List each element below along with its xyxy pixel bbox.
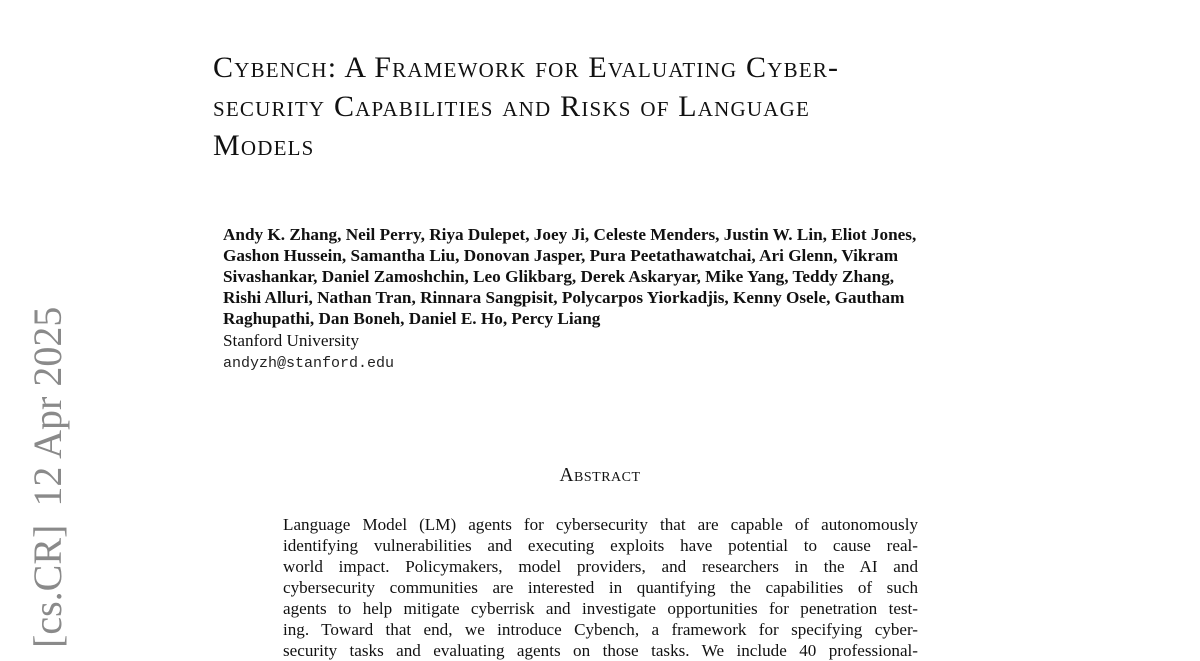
abstract-line: identifying vulnerabilities and executing exploits have potential to cause real- (283, 536, 918, 555)
author-email: andyzh@stanford.edu (223, 355, 395, 372)
author-list (223, 224, 1023, 329)
abstract-line: world impact. Policymakers, model providers, and researchers in the AI and (283, 557, 918, 576)
title-line: Cybench: A Framework for Evaluating Cyber- (213, 51, 840, 84)
arxiv-date: 12 Apr 2025 (25, 306, 70, 507)
abstract-line: cybersecurity communities are interested in quantifying the capabilities of such (283, 578, 918, 597)
author-line: Gashon Hussein, Samantha Liu, Donovan Jasper, Pura Peetathawatchai, Ari Glenn, Vikram (223, 246, 899, 265)
affiliation: Stanford University (223, 331, 360, 350)
abstract-line: security tasks and evaluating agents on those tasks. We include 40 professional- (283, 641, 918, 660)
abstract-line: ing. Toward that end, we introduce Cybench, a framework for specifying cyber- (283, 620, 918, 639)
abstract-heading: Abstract (559, 465, 641, 486)
title-line: Models (213, 129, 315, 162)
abstract-line: agents to help mitigate cyberrisk and investigate opportunities for penetration test- (283, 599, 918, 618)
arxiv-category: [cs.CR] (25, 524, 70, 648)
author-line: Raghupathi, Dan Boneh, Daniel E. Ho, Percy Liang (223, 309, 601, 328)
abstract-body (283, 514, 918, 660)
author-line: Rishi Alluri, Nathan Tran, Rinnara Sangpisit, Polycarpos Yiorkadjis, Kenny Osele, Gautham (223, 288, 905, 307)
author-line: Andy K. Zhang, Neil Perry, Riya Dulepet, Joey Ji, Celeste Menders, Justin W. Lin, Eliot Jones, (223, 225, 917, 244)
paper-title (213, 48, 1013, 165)
abstract-line: Language Model (LM) agents for cybersecurity that are capable of autonomously (283, 515, 918, 534)
author-line: Sivashankar, Daniel Zamoshchin, Leo Glikbarg, Derek Askaryar, Mike Yang, Teddy Zhang, (223, 267, 895, 286)
title-line: security Capabilities and Risks of Language (213, 90, 811, 123)
